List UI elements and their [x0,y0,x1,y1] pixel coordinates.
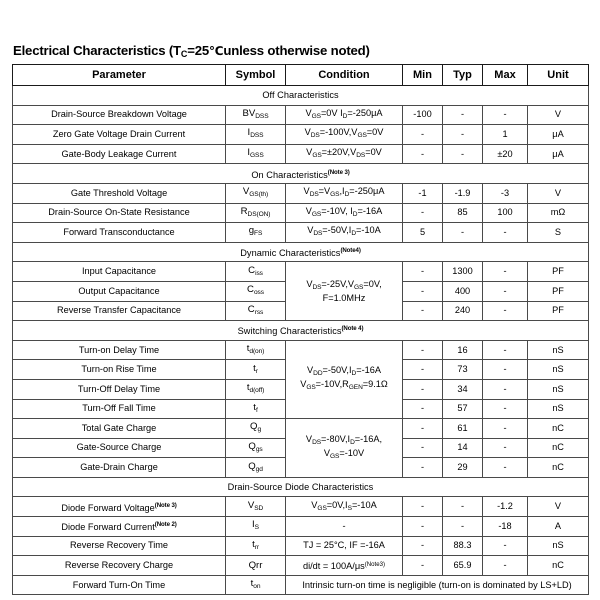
table-row [13,536,589,556]
condition-cell-merged-b: $V_{DS}=-80V,I_D=-16A$, $V_{GS}=-10V$ [286,419,403,478]
symbol-cell: $I_S$ [226,517,286,537]
min-cell: -1 [403,183,443,203]
min-cell: - [403,281,443,301]
symbol-cell: $t_{d(on)}$ [226,340,286,360]
min-cell: - [403,556,443,576]
table-row [13,497,589,517]
table-row [13,556,589,576]
typ-cell: 88.3 [443,536,483,556]
parameter-label: Zero Gate Voltage Drain Current [52,128,186,139]
max-cell: ±20 [483,144,528,164]
symbol-cell: $g_{FS}$ [226,223,286,243]
parameter-cell [13,458,226,478]
typ-cell: - [443,223,483,243]
table-row [13,262,589,282]
parameter-cell [13,575,226,595]
symbol-cell: $I_{GSS}$ [226,144,286,164]
section-header-row [13,321,589,341]
symbol-cell: $C_{oss}$ [226,281,286,301]
min-cell: - [403,203,443,223]
parameter-cell [13,223,226,243]
max-cell: - [483,262,528,282]
parameter-label: Turn-Off Fall Time [82,403,156,414]
typ-cell: - [443,125,483,145]
page-title [13,44,588,61]
unit-cell: V [528,497,589,517]
section-header-note: (Note4) [340,247,361,255]
unit-cell: nC [528,556,589,576]
unit-cell: mΩ [528,203,589,223]
table-row [13,183,589,203]
typ-cell: 61 [443,419,483,439]
typ-cell: 57 [443,399,483,419]
parameter-cell [13,517,226,537]
parameter-cell [13,379,226,399]
max-cell: - [483,458,528,478]
typ-cell: 73 [443,360,483,380]
max-cell: - [483,556,528,576]
table-row [13,575,589,595]
parameter-cell [13,125,226,145]
symbol-cell: $Q_{gd}$ [226,458,286,478]
parameter-label: Reverse Recovery Time [69,540,169,551]
unit-cell: PF [528,301,589,321]
symbol-cell: $Q_g$ [226,419,286,439]
condition-cell: $V_{GS}=\pm 20V,V_{DS}=0V$ [286,144,403,164]
max-cell: -3 [483,183,528,203]
unit-cell: nS [528,399,589,419]
table-row [13,223,589,243]
typ-cell: - [443,144,483,164]
section-header-label: Drain-Source Diode Characteristics [227,481,374,492]
column-header-condition: Condition [286,65,403,86]
parameter-cell [13,203,226,223]
parameter-label: Gate-Drain Charge [80,462,158,473]
condition-cell-merged: $V_{DS}=-25V,V_{GS}=0V$, F=1.0MHz [286,262,403,321]
unit-cell: nC [528,419,589,439]
max-cell: - [483,536,528,556]
table-body [13,86,589,595]
typ-cell: 14 [443,438,483,458]
parameter-label: Reverse Recovery Charge [64,560,174,571]
max-cell: 100 [483,203,528,223]
symbol-cell: $t_{d(off)}$ [226,379,286,399]
parameter-cell [13,281,226,301]
max-cell: - [483,223,528,243]
min-cell: - [403,536,443,556]
max-cell: - [483,438,528,458]
parameter-cell [13,536,226,556]
min-cell: 5 [403,223,443,243]
column-header-min: Min [403,65,443,86]
parameter-label: Gate Threshold Voltage [70,187,168,198]
parameter-cell [13,144,226,164]
section-header [13,477,589,497]
symbol-cell: $C_{iss}$ [226,262,286,282]
min-cell: - [403,458,443,478]
min-cell: - [403,419,443,439]
min-cell: - [403,262,443,282]
unit-cell: μA [528,125,589,145]
typ-cell: 85 [443,203,483,223]
max-cell: - [483,105,528,125]
condition-cell: $V_{DS}=V_{GS},I_D=-250\mu A$ [286,183,403,203]
column-header-symbol: Symbol [226,65,286,86]
table-row [13,419,589,439]
parameter-label: Diode Forward Current [61,522,155,533]
parameter-label: Gate-Body Leakage Current [61,148,177,159]
section-header-note: (Note 3) [327,168,350,176]
section-header [13,164,589,184]
typ-cell: 34 [443,379,483,399]
min-cell: - [403,301,443,321]
table-row [13,203,589,223]
min-cell: - [403,399,443,419]
table-row [13,340,589,360]
symbol-cell: $t_r$ [226,360,286,380]
typ-cell: - [443,105,483,125]
parameter-label: Turn-Off Delay Time [77,383,161,394]
unit-cell: S [528,223,589,243]
symbol-cell: $Q_{gs}$ [226,438,286,458]
section-header-row [13,86,589,106]
unit-cell: μA [528,144,589,164]
max-cell: - [483,419,528,439]
section-header-label: On Characteristics [251,169,328,180]
min-cell: - [403,497,443,517]
condition-cell: $V_{GS}=0V$ $I_D=-250\mu A$ [286,105,403,125]
section-header [13,86,589,106]
typ-cell: - [443,517,483,537]
condition-cell: $di/dt = 100A/\mu s^{(Note3)}$ [286,556,403,576]
max-cell: - [483,340,528,360]
unit-cell: nS [528,360,589,380]
typ-cell: 65.9 [443,556,483,576]
parameter-label: Forward Transconductance [63,226,175,237]
typ-cell: -1.9 [443,183,483,203]
max-cell: 1 [483,125,528,145]
symbol-cell: $I_{DSS}$ [226,125,286,145]
parameter-cell [13,497,226,517]
typ-cell: 400 [443,281,483,301]
table-header-row [13,65,589,86]
parameter-label: Drain-Source Breakdown Voltage [51,109,187,120]
degree-celsius-icon: ℃ [209,44,224,58]
column-header-parameter: Parameter [13,65,226,86]
parameter-cell [13,556,226,576]
section-header-label: Switching Characteristics [237,326,342,337]
condition-cell-merged-a: $V_{DD}=-50V,I_D=-16A$ $V_{GS}=-10V,R_{GEN}=9.1\Omega$ [286,340,403,418]
condition-line-2: $V_{GS}=-10V$ [323,447,365,460]
column-header-unit: Unit [528,65,589,86]
column-header-max: Max [483,65,528,86]
title-prefix: Electrical Characteristics (T [13,43,181,58]
section-header-row [13,164,589,184]
symbol-cell: $BV_{DSS}$ [226,105,286,125]
min-cell: - [403,379,443,399]
max-cell: - [483,301,528,321]
typ-cell: 240 [443,301,483,321]
section-header [13,242,589,262]
section-header-row [13,242,589,262]
full-span-note-cell: Intrinsic turn-on time is negligible (turn-on is dominated by LS+LD) [286,575,589,595]
condition-cell: TJ = 25°C, IF =-16A [286,536,403,556]
parameter-note: (Note 2) [154,521,177,529]
min-cell: - [403,340,443,360]
section-header-label: Dynamic Characteristics [240,248,341,259]
symbol-cell: $R_{DS(ON)}$ [226,203,286,223]
title-mid: =25 [187,43,210,58]
condition-cell: $V_{GS}=-10V$, $I_D=-16A$ [286,203,403,223]
unit-cell: nS [528,379,589,399]
parameter-cell [13,419,226,439]
symbol-cell: $t_f$ [226,399,286,419]
section-header-row [13,477,589,497]
symbol-cell: Qrr [226,556,286,576]
unit-cell: nS [528,536,589,556]
unit-cell: V [528,183,589,203]
table-row [13,517,589,537]
symbol-cell: $t_{on}$ [226,575,286,595]
symbol-cell: $V_{SD}$ [226,497,286,517]
max-cell: -18 [483,517,528,537]
parameter-cell [13,105,226,125]
title-subscript: C [180,49,188,59]
table-row [13,144,589,164]
parameter-cell [13,399,226,419]
condition-cell: $V_{GS}=0V,I_S=-10A$ [286,497,403,517]
typ-cell: - [443,497,483,517]
min-cell: - [403,360,443,380]
parameter-label: Reverse Transfer Capacitance [56,305,182,316]
parameter-cell [13,438,226,458]
max-cell: - [483,379,528,399]
typ-cell: 16 [443,340,483,360]
min-cell: - [403,517,443,537]
parameter-label: Gate-Source Charge [76,442,162,453]
parameter-cell [13,301,226,321]
parameter-label: Diode Forward Voltage [61,502,155,513]
typ-cell: 29 [443,458,483,478]
parameter-label: Total Gate Charge [81,422,157,433]
unit-cell: A [528,517,589,537]
min-cell: - [403,438,443,458]
parameter-cell [13,262,226,282]
section-header-label: Off Characteristics [262,89,339,100]
symbol-cell: $V_{GS(th)}$ [226,183,286,203]
parameter-note: (Note 3) [154,501,177,509]
parameter-label: Input Capacitance [81,266,157,277]
max-cell: - [483,281,528,301]
title-suffix: unless otherwise noted) [223,43,370,58]
section-header [13,321,589,341]
table-header [13,65,589,86]
unit-cell: V [528,105,589,125]
max-cell: -1.2 [483,497,528,517]
condition-line-2: F=1.0MHz [322,292,366,303]
symbol-cell: $C_{rss}$ [226,301,286,321]
condition-cell: $V_{DS}=-100V,V_{GS}=0V$ [286,125,403,145]
parameter-label: Turn-on Rise Time [81,364,157,375]
condition-cell: $V_{DS}=-50V,I_D=-10A$ [286,223,403,243]
unit-cell: nC [528,438,589,458]
condition-cell: - [286,517,403,537]
condition-line-2: $V_{GS}=-10V,R_{GEN}=9.1\Omega$ [300,379,388,392]
parameter-label: Drain-Source On-State Resistance [48,207,190,218]
section-header-note: (Note 4) [341,325,364,333]
max-cell: - [483,360,528,380]
unit-cell: PF [528,262,589,282]
parameter-cell [13,183,226,203]
min-cell: - [403,144,443,164]
typ-cell: 1300 [443,262,483,282]
min-cell: -100 [403,105,443,125]
parameter-label: Forward Turn-On Time [72,579,166,590]
max-cell: - [483,399,528,419]
electrical-characteristics-table [12,64,589,595]
parameter-label: Output Capacitance [78,285,160,296]
column-header-typ: Typ [443,65,483,86]
unit-cell: nC [528,458,589,478]
table-row [13,105,589,125]
symbol-cell: $t_{rr}$ [226,536,286,556]
parameter-cell [13,360,226,380]
unit-cell: nS [528,340,589,360]
unit-cell: PF [528,281,589,301]
parameter-cell [13,340,226,360]
min-cell: - [403,125,443,145]
parameter-label: Turn-on Delay Time [78,344,160,355]
table-row [13,125,589,145]
